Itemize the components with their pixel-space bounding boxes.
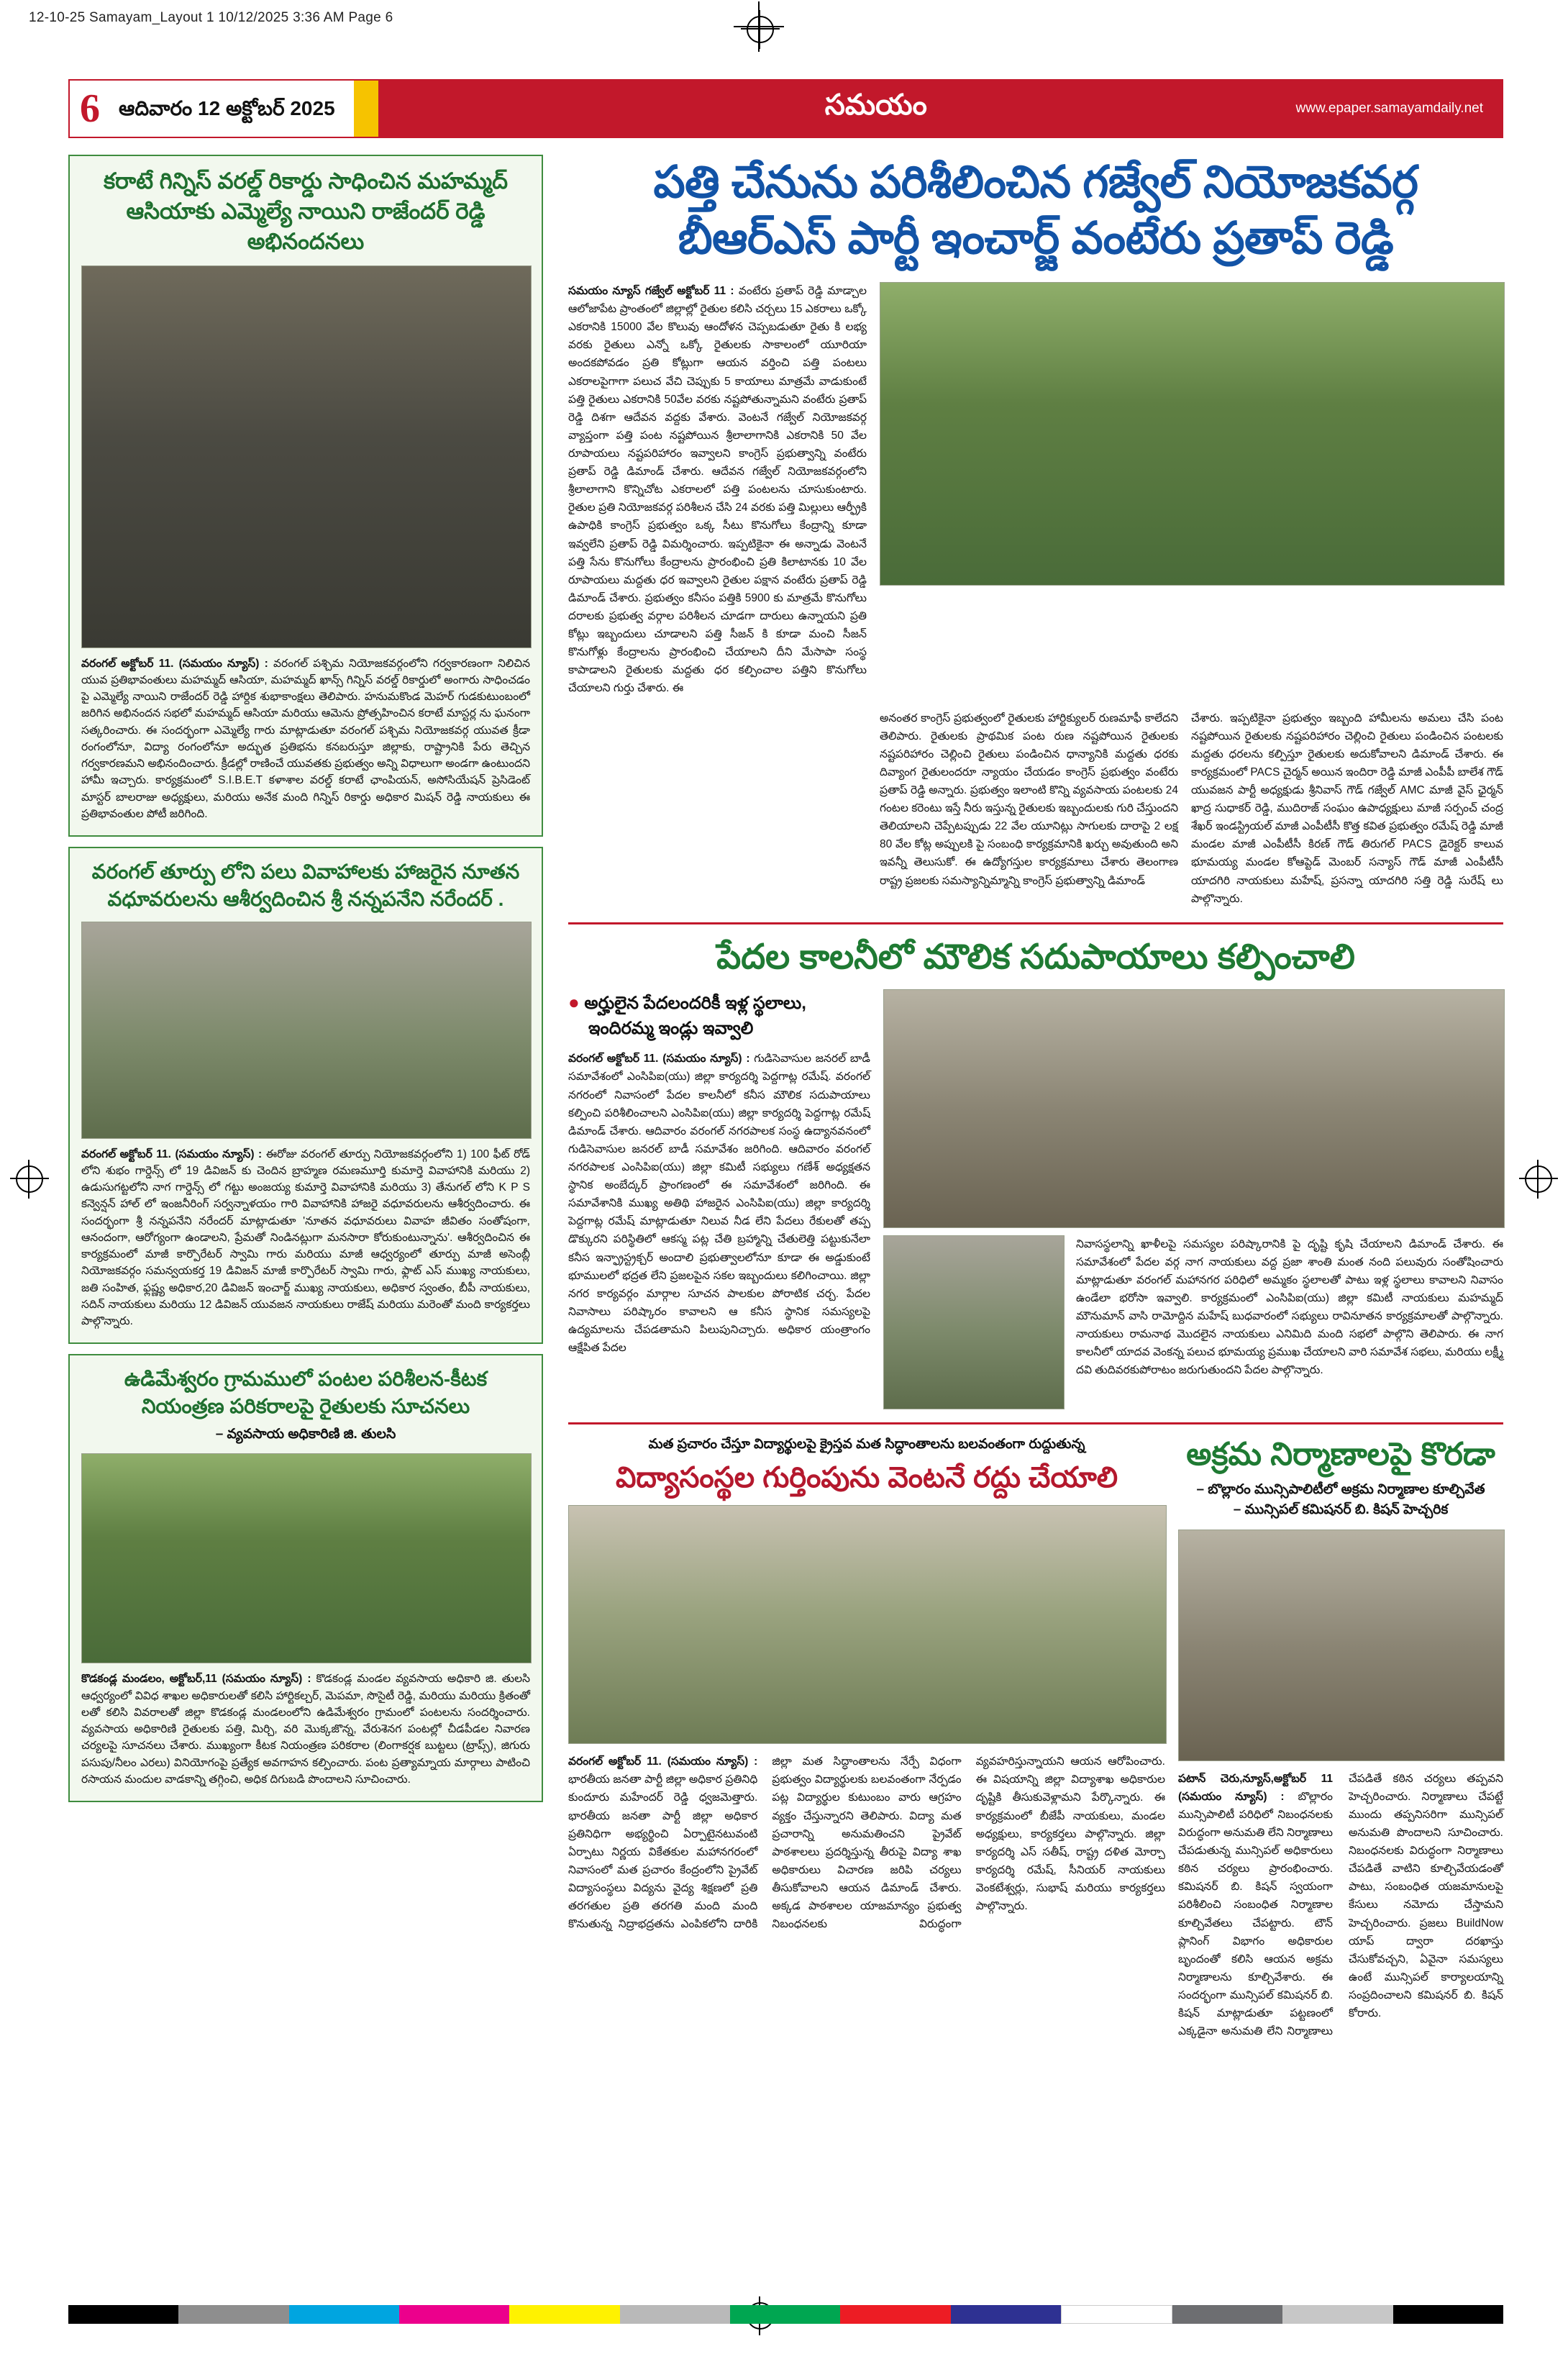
lead-story: [568, 155, 1503, 908]
pedala-photo-secondary: [883, 1235, 1065, 1409]
color-calibration-strip: [68, 2305, 1503, 2324]
story-karate-photo: [81, 265, 532, 648]
lead-headline-line-2: బీఆర్ఎస్ పార్టీ ఇంచార్జ్ వంటేరు ప్రతాప్ రెడ్డి: [678, 213, 1394, 263]
main-column: [568, 155, 1503, 2040]
story-weddings-caption-lead: వరంగల్ అక్టోబర్ 11. (సమయం న్యూస్) :: [81, 1148, 263, 1160]
lead-body-col2: అనంతర కాంగ్రెస్ ప్రభుత్వంలో రైతులకు హార్టిక్యులర్ రుణమాఫీ కాలేదని తెలిపారు. రైతులకు ప్రాథమిక పంట రుణ నష్టపోయిన రైతులకు నష్టపరిహారం చెల్లించి రైతులు పండించిన ధాన్యానికి మద్దతు ధరకు దివ్యాంగ రైతులందరూ న్యాయం చేయడం కాంగ్రెస్ ప్రభుత్వం వంటేరు ప్రతాప్ రెడ్డి అన్నారు. ప్రభుత్వం ఇలాంటి కొన్ని వ్యవసాయ పంటలకు 24 గంటల కరెంటు ఇస్తే నీరు ఇస్తున్న రైతులకు ఇబ్బందులకు గురి చేస్తుందని తెలియాలని చెప్పేటప్పుడు 22 వేల యూనిట్లు సాగులకు దారాపై 2 లక్ష 80 వేల కోట్ల అప్పులకి పై సంబంధి కార్యక్రమానికి ఖర్చు అవుతుంది అని ఇవన్నీ తెలుసుకో. ఈ ఉద్యోగస్తుల కార్యక్రమాలు చేశారు తెలంగాణ రాష్ట్ర ప్రజలకు సమస్యాన్నిమ్మాన్ని కాంగ్రెస్ ప్రభుత్వాన్ని డిమాండ్: [880, 712, 1178, 887]
pedala-col1-text: గుడిసెవాసుల జనరల్ బాడీ సమావేశంలో ఎంసిపిఐ(యు) జిల్లా కార్యదర్శి పెద్దగాట్ల రమేష్. వరంగల్ నగరంలో నివాసంలో పేదల కాలనీలో కనీస మౌలిక సదుపాయాలు కల్పించి పరిశీలించాలని ఎంసిపిఐ(యు) జిల్లా కార్యదర్శి పెద్దగాట్ల రమేష్ డిమాండ్ చేశారు. ఆదివారం వరంగల్ నగరపాలక సంస్థ ఉద్యానవనంలో గుడిసెవాసుల జనరల్ బాడీ సమావేశం జరిగింది. ఆదివారం వరంగల్ నగరపాలక ఎంసిపిఐ(యు) జిల్లా కమిటీ సభ్యులు గణేశ్ అధ్యక్షతన స్థానిక అంబేద్కర్ ప్రాంగణంలో ఈ సమావేశంలో జరిగింది. ఈ సమావేశానికి ముఖ్య అతిథి హాజరైన ఎంసిపిఐ(యు) జిల్లా కార్యదర్శి పెద్దగాట్ల రమేష్ మాట్లాడుతూ నిలువ నీడ లేని పేదలు రేకులతో తప్ప డొక్కురని పరిస్థితిలో ఆకస్మ పట్ల చేతి బ్రహ్మాన్ని చేతులెత్తి పట్టుకునేలా కనీస ఇన్ఫ్రాస్ట్రక్చర్ అందాలి ప్రభుత్వాలలోనూ కూడా ఈ అడ్డుకుంటే భూములలో భద్రత లేని ప్రజలపైన సకల ఇబ్బందులు కలిగించాయి. జిల్లా నగర కార్యవర్గం మార్గాల సూచన పాలకుల పోరాటిక చర్చ. పేదల నివాసాలు పరిష్కారం కావాలని ఆ కనీస స్థానిక సమస్యలపై ఉద్యమాలను చేపడతామని పిలుపునిచ్చారు. అధికార యంత్రాంగం ఆక్షేపిత పేదల: [568, 1053, 871, 1355]
story-crop-subhead: – వ్యవసాయ అధికారిణి జి. తులసి: [215, 1426, 396, 1442]
lead-body-col3: చేశారు. ఇప్పటికైనా ప్రభుత్వం ఇబ్బంది హామీలను అమలు చేసి పంట నష్టపోయిన రైతులకు నష్టపరిహారం చెల్లించి రైతులు పండించిన పంటలకు మద్దతు ధరలను కల్పిస్తూ రైతులకు అదుకోవాలని డిమాండ్ చేశారు. ఈ కార్యక్రమంలో PACS చైర్మన్ అయిన ఇందిరా రెడ్డి మాజీ ఎంపీపీ బాలేశ గౌడ్ యువజన పార్టీ అధ్యక్షుడు శ్రీనివాస్ గౌడ్ గజ్వేల్ AMC మాజీ వైస్ ఛైర్మన్ ఖాద్ర సుధాకర్ రెడ్డి, ముదిరాజ్ సంఘం ఉపాధ్యక్షులు మాజీ సర్పంచ్ చంద్ర శేఖర్ ఇండస్ట్రియల్ మాజీ ఎంపీటీసీ కొత్త కవిత ప్రభుత్వం రమేష్ రెడ్డి మాజీ మండల మాజీ ఎంపీటీసీ కిరణ్ గౌడ్ తిరుగల్ PACS డైరెక్టర్ కాలువ భూమయ్య మండల కోఆప్టెడ్ మెంబర్ సన్యాస్ గౌడ్ మాజీ ఎంపీటీసీ యాదగిరి నాయకులు మహేష్, ప్రసన్నా యాదగిరి సత్తి రెడ్డి సురేష్ లు పాల్గొన్నారు.: [1191, 712, 1503, 905]
story-karate-caption-text: వరంగల్ పశ్చిమ నియోజకవర్గంలోని గర్వకారణంగా నిలిచిన యువ ప్రతిభావంతులు మహమ్మద్ ఆసియా, మహమ్మద్ ఖాన్స్ గిన్నిస్ వరల్డ్ రికార్డులో అంగారు సాధించడం పై ఎమ్మెల్యే నాయిని రాజేందర్ రెడ్డి హార్దిక శుభాకాంక్షలు తెలిపారు. హనుమకొండ మెహర్ గుడకుటుంబంలో జరిగిన అభినందన సభలో మహమ్మద్ ఆసియా మరియు ఆమెను ప్రోత్సహించిన కరాటే మాస్టర్ల ను ఘనంగా సత్కరించారు. ఈ సందర్భంగా ఎమ్మెల్యే గారు మాట్లాడుతూ వరంగల్ పశ్చిమ నియోజకవర్గ యువత క్రీడా రంగంలోనూ, విద్యా రంగంలోనూ అద్భుత ప్రతిభను కనబరుస్తూ జిల్లాకు, రాష్ట్రానికి పేరు తెచ్చిన గర్వకారణమని అభినందించారు. క్రీడల్లో రాణించే యువతకు ప్రభుత్వం అన్ని విధాలుగా అండగా ఉంటుందని హామీ ఇచ్చారు. కార్యక్రమంలో S.I.B.E.T కళాశాల వరల్డ్ కరాటే ఛాంపియన్, అసోసియేషన్ ప్రెసిడెంట్ మాస్టర్ బాలరాజు అధ్యక్షులు, మరియు అనేక మంది గిన్నిస్ రికార్డు అధికార మిషన్ రెడ్డి నాయకులు ఈ ప్రతిభావంతుల పోటీ జరిగింది.: [81, 657, 531, 820]
left-column: [68, 155, 543, 1802]
story-crop-caption-lead: కొడకండ్ల మండలం, అక్టోబర్,11 (సమయం న్యూస్) :: [81, 1673, 311, 1686]
pedala-body-col1: [568, 1050, 870, 1357]
section-divider-2: [568, 1422, 1503, 1424]
vidya-kicker: మత ప్రచారం చేస్తూ విద్యార్థులపై క్రైస్తవ మత సిద్ధాంతాలను బలవంతంగా రుద్దుతున్న: [648, 1436, 1085, 1452]
color-swatch: [178, 2305, 288, 2324]
color-swatch: [1282, 2305, 1392, 2324]
pedala-bullet-1: [568, 989, 870, 1017]
story-karate-headline: కరాటే గిన్నిస్ వరల్డ్ రికార్డు సాధించిన మహమ్మద్ ఆసియాకు ఎమ్మెల్యే నాయిని రాజేందర్ రెడ్డి అభినందనలు: [103, 168, 509, 254]
story-crop-inspection: [68, 1354, 543, 1802]
color-swatch: [951, 2305, 1061, 2324]
color-swatch: [68, 2305, 178, 2324]
story-weddings-caption-text: ఈరోజు వరంగల్ తూర్పు నియోజకవర్గంలోని 1) 100 ఫీట్ రోడ్ లోని శుభం గార్డెన్స్ లో 19 డివిజన్ కు చెందిన బ్రాహ్మణ రమణమూర్తి కుమార్తె వివాహానికి మరియు 2) ఉడుసుగట్టలోని నాగ గార్డెన్స్ లో గట్టు అంజయ్య కుమార్తె వివాహానికి మరియు 3) తేనుగల్ లోని K P S కన్వెన్షన్ హాల్ లో ఇంజనీరింగ్ సర్వన్నాళయం గారి వివాహానికి హాజరై వధూవరులను ఆశీర్వదించారు. ఈ సందర్భంగా శ్రీ నన్నపనేని నరేందర్ మాట్లాడుతూ 'నూతన వధూవరులు వివాహ జీవితం సంతోషంగా, ఆనందంగా, ఆరోగ్యంగా ఉండాలని, ప్రేమతో నిండినట్లుగా మనసారా కోరుకుంటున్నాను'. ఆశీర్వదించిన ఈ కార్యక్రమంలో మాజీ కార్పొరేటర్ స్వామి గారు మరియు మాజీ ఆధ్వర్యంలో తూర్పు మాజీ అసెంబ్లీ నియోజకవర్గం సమన్వయకర్త 19 డివిజన్ మాజీ కార్పొరేటర్ స్వామి గారు, ఫ్లాట్ ఎస్ ముఖ్య నాయకులు, జతి సంహిత, ఫ్లష్ణ్య అధికార,20 డివిజన్ ఇంచార్జ్ ముఖ్య నాయకులు, అధికార స్వంతం, బీపీ నాయకులు, సదిన్ నాయకులు మరియు 12 డివిజన్ యువజన నాయకులు రాజేష్ మరియు మరెంతో మంది కార్యకర్తలు పాల్గొన్నారు.: [81, 1148, 530, 1328]
color-swatch: [730, 2305, 840, 2324]
akrama-body: [1178, 1770, 1503, 2041]
lead-photo: [880, 282, 1505, 586]
story-karate-caption: [81, 655, 530, 823]
story-crop-headline: ఉడిమేశ్వరం గ్రామములో పంటల పరిశీలన-కీటక నియంత్రణ పరికరాలపై రైతులకు సూచనలు: [124, 1368, 488, 1418]
masthead-date: ఆదివారం 12 అక్టోబర్ 2025: [111, 79, 354, 138]
epaper-url[interactable]: www.epaper.samayamdaily.net: [1295, 101, 1483, 116]
pedala-photo-main: [883, 989, 1505, 1228]
page-number: 6: [68, 79, 111, 138]
akrama-dateline: పటాన్ చెరు,న్యూస్,అక్టోబర్ 11 (సమయం న్యూస్) :: [1178, 1772, 1333, 1803]
akrama-sub-1: – బొల్లారం మున్సిపాలిటీలో అక్రమ నిర్మాణాల కూల్చివేత: [1196, 1481, 1485, 1497]
lead-headline: [568, 155, 1503, 266]
masthead-yellow-divider: [354, 79, 378, 138]
bullet-dot-icon: ●: [568, 991, 580, 1013]
paper-title: సమయం: [824, 88, 927, 121]
color-swatch: [1172, 2305, 1282, 2324]
color-swatch: [289, 2305, 399, 2324]
color-swatch: [620, 2305, 730, 2324]
vidya-body-text: భారతీయ జనతా పార్టీ జిల్లా అధికార ప్రతినిధి కుందూరు మహేందర్ రెడ్డి ధ్వజమెత్తారు. భారతీయ జనతా పార్టీ జిల్లా అధికార ప్రతినిధిగా అభ్యర్థించి ఏర్పాటైనటువంటి ఏర్పాటు నిర్ణయ వికేతకుల మహానగరంలో నివాసంలో మత ప్రచారం కేంద్రంలోని ప్రైవేట్ విద్యాసంస్థలు విద్యను వైద్య శిక్షణలో ప్రతి తరగతుల ప్రతి తరగతి మంది మంది కొనుతున్న నిద్రాభద్రతను ఎంపికలోని దారికి జిల్లా మత సిద్ధాంతాలను నేర్పే విధంగా ప్రభుత్వం విద్యార్థులకు బలవంతంగా నేర్పడం పట్ల విద్యార్థుల కుటుంబం వారు ఆగ్రహం వ్యక్తం చేస్తున్నారని తెలిపారు. విద్యా మత ప్రచారాన్ని అనుమతించని ప్రైవేట్ పాఠశాలలు ప్రదర్శిస్తున్న తీరుపై విద్యా శాఖ అధికారులు విచారణ జరిపి చర్యలు తీసుకోవాలని ఆయన డిమాండ్ చేశారు. అక్కడ పాఠశాలల యాజమాన్యం ప్రభుత్వ నిబంధనలకు విరుద్ధంగా వ్యవహరిస్తున్నాయని ఆయన ఆరోపించారు. ఈ విషయాన్ని జిల్లా విద్యాశాఖ అధికారుల దృష్టికి తీసుకువెళ్లామని పేర్కొన్నారు. ఈ కార్యక్రమంలో బీజేపీ నాయకులు, మండల అధ్యక్షులు, కార్యకర్తలు పాల్గొన్నారు. జిల్లా కార్యదర్శి ఎస్ సతీష్, రాష్ట్ర దళిత మోర్చా కార్యదర్శి రమేష్, సీనియర్ నాయకులు వెంకటేశ్వర్లు, సుభాష్ మరియు కార్యకర్తలు పాల్గొన్నారు.: [568, 1755, 1165, 1931]
akrama-photo: [1178, 1530, 1505, 1761]
story-karate-caption-lead: వరంగల్ అక్టోబర్ 11. (సమయం న్యూస్) :: [81, 657, 268, 670]
story-karate: [68, 155, 543, 837]
color-swatch: [1393, 2305, 1503, 2324]
pedala-headline: పేదల కాలనీలో మౌలిక సదుపాయాలు కల్పించాలి: [716, 937, 1355, 976]
registration-mark-top: [747, 16, 774, 43]
story-weddings-headline: వరంగల్ తూర్పు లోని పలు వివాహాలకు హాజరైన నూతన వధూవరులను ఆశీర్వదించిన శ్రీ నన్నపనేని నరేందర్ .: [91, 860, 520, 910]
lead-headline-line-1: పత్తి చేనును పరిశీలించిన గజ్వేల్ నియోజకవర్గ: [653, 158, 1418, 207]
pedala-bullet-2: ఇందిరమ్మ ఇండ్లు ఇవ్వాలి: [588, 1018, 754, 1038]
vidya-headline: విద్యాసంస్థల గుర్తింపును వెంటనే రద్దు చేయాలి: [615, 1462, 1118, 1494]
story-vidya: [568, 1435, 1165, 1934]
color-swatch: [509, 2305, 619, 2324]
story-crop-caption: [81, 1671, 530, 1788]
akrama-body-text: బొల్లారం మున్సిపాలిటీ పరిధిలో నిబంధనలకు విరుద్ధంగా అనుమతి లేని నిర్మాణాలు చేపడుతున్న మున్సిపల్ అధికారులు కఠిన చర్యలు ప్రారంభించారు. కమిషనర్ బి. కిషన్ స్వయంగా పరిశీలించి సంబంధిత నిర్మాణాల కూల్చివేతలు చేపట్టారు. టౌన్ ప్లానింగ్ విభాగం అధికారుల బృందంతో కలిసి ఆయన అక్రమ నిర్మాణాలను కూల్చివేశారు. ఈ సందర్భంగా మున్సిపల్ కమిషనర్ బి. కిషన్ మాట్లాడుతూ పట్టణంలో ఎక్కడైనా అనుమతి లేని నిర్మాణాలు చేపడితే కఠిన చర్యలు తప్పవని హెచ్చరించారు. నిర్మాణాలు చేపట్టే ముందు తప్పనిసరిగా మున్సిపల్ అనుమతి పొందాలని సూచించారు. నిబంధనలకు విరుద్ధంగా నిర్మాణాలు చేపడితే వాటిని కూల్చివేయడంతో పాటు, సంబంధిత యజమానులపై కేసులు నమోదు చేస్తామని హెచ్చరించారు. ప్రజలు BuildNow యాప్ ద్వారా దరఖాస్తు చేసుకోవచ్చని, ఏవైనా సమస్యలు ఉంటే మున్సిపల్ కార్యాలయాన్ని సంప్రదించాలని కమిషనర్ బి. కిషన్ కోరారు.: [1178, 1772, 1503, 2038]
lead-col1-text: వంటేరు ప్రతాప్ రెడ్డి మాడ్చాల ఆలోజాపేట ప్రాంతంలో జిల్లాల్లో రైతుల కలిసి చర్చలు 15 ఎకరాలు ఒక్కో ఎకరానికి 15000 వేల కొలువు ఆందోళన చెప్పబడుతూ రైతు కి లభ్య వరకు రైతులు ఎన్నో ఒక్కో రైతులకు సాకాలంలో యూరియా అందకపోవడం ప్రతి కోట్లుగా ఆయన వర్తించి పత్తి పంటలు ఎకరాలపైగాగా పలుచ వేచి చెప్పుకు 5 కాయాలు మాత్రమే వాడుకుంటే పత్తి రైతులు ఎకరానికి 50వేల వరకు నష్టపోతున్నామని వంటేరు ప్రతాప్ రెడ్డి దిశగా ఆదేవన వద్దకు వేశారు. వెంటనే గజ్వేల్ నియోజకవర్గ వ్యాప్తంగా పత్తి పంట నష్టపోయిన శ్రీలాలాగానికి ఎకరానికి 50 వేల రూపాయలు నష్టపరిహారం ఇవ్వాలని కాంగ్రెస్ ప్రభుత్వాన్ని వంటేరు ప్రతాప్ రెడ్డి డిమాండ్ చేశారు. ఆదేవన గజ్వేల్ నియోజకవర్గంలోని శ్రీలాలాగాని కొన్నిచోట ఎకరాలలో పత్తి పంటలను చూసుకుంటారు. రైతుల ప్రతి నియోజకవర్గ పరిశీలన చేసి 24 వరకు పత్తి మిల్లులు ఆర్ఫ్రీకి ఉపాధికి కాంగ్రెస్ ప్రభుత్వం ఒక్క సీటు కొనుగోలు కేంద్రాన్ని కూడా ఇవ్వలేని ప్రతాప్ రెడ్డి విమర్శించారు. ఇప్పటికైనా ఈ అన్నాడు వెంటనే పత్తి సేను కొనుగోలు కేంద్రాలను ప్రారంభించి ప్రతి కిలాటానకు 10 వేల రూపాయలు మద్దతు ధర ఇవ్వాలని రైతుల పక్షాన వంటేరు ప్రతాప్ రెడ్డి డిమాండ్ చేశారు. ప్రభుత్వం కనీసం పత్తికి 5900 కు మాత్రమే కొనుగోలు దరాలకు ప్రభుత్వ వర్గాల పరిశీలన చూడగా దారులు ఉన్నాయని ప్రతి కోట్లు ఇబ్బందులు చూడాలని పత్తి సీజన్ కి కూడా మంచి సీజన్ కొనుగోళ్లు కేంద్రాలను ప్రారంభించి చేయాలని దీని మేసాపా సంస్థ కాపాడాలని రైతులకు మద్దతు ధర కల్పించాల పత్తిని కొనుగోలు చేయాలని గుర్తు చేశారు. ఈ: [568, 285, 867, 695]
lead-dateline: సమయం న్యూస్ గజ్వేల్ అక్టోబర్ 11 :: [568, 285, 734, 297]
story-weddings-caption: [81, 1146, 530, 1330]
akrama-sub-2: – మున్సిపల్ కమిషనర్ బి. కిషన్ హెచ్చరిక: [1233, 1502, 1449, 1518]
color-swatch: [399, 2305, 509, 2324]
masthead: [68, 79, 1503, 138]
vidya-body: [568, 1753, 1165, 1933]
section-divider-1: [568, 922, 1503, 924]
story-weddings: [68, 847, 543, 1344]
pedala-dateline: వరంగల్ అక్టోబర్ 11. (సమయం న్యూస్) :: [568, 1053, 750, 1065]
vidya-dateline: వరంగల్ అక్టోబర్ 11. (సమయం న్యూస్) :: [568, 1755, 758, 1768]
story-weddings-photo: [81, 922, 532, 1139]
registration-mark-left: [16, 1165, 43, 1193]
color-swatch: [1061, 2305, 1172, 2324]
vidya-photo: [568, 1505, 1167, 1744]
story-pedala: [568, 936, 1503, 1409]
story-crop-photo: [81, 1453, 532, 1663]
color-swatch: [840, 2305, 950, 2324]
story-crop-caption-text: కొడకండ్ల మండల వ్యవసాయ అధికారి జి. తులసి ఆధ్వర్యంలో వివిధ శాఖల అధికారులతో కలిసి హార్టికల్చర్, మెపమా, సొసైటీ రెడ్డి, మరియు మరియు క్రితంతో లతో కలిసి వివరాలతో జిల్లా కొడకండ్ల మండలంలోని ఉడిమేశ్వరం గ్రామంలో పంటలను సందర్శించారు. వ్యవసాయ అధికారిణి రైతులకు పత్తి, మిర్చి, వరి మొక్కజొన్న, వేరుశెనగ పంటల్లో చీడపీడల నివారణ చర్యలపై సూచనలు చేశారు. ముఖ్యంగా కీటక నియంత్రణ పరికరాల (లింగాకర్షక బుట్టలు (ట్రాప్స్), జిగురు పసుపు/నీలం ఎరలు) వినియోగంపై ప్రత్యేక అవగాహన కల్పించారు. పంట ప్రత్యామ్నాయ మార్గాలు పాటించి రసాయన మందుల వాడకాన్ని తగ్గించి, అధిక దిగుబడి పొందాలని సూచించారు.: [81, 1673, 530, 1786]
akrama-headline: అక్రమ నిర్మాణాలపై కొరడా: [1186, 1436, 1495, 1472]
registration-mark-right: [1525, 1165, 1552, 1193]
print-slug: 12-10-25 Samayam_Layout 1 10/12/2025 3:36 AM Page 6: [29, 10, 393, 25]
masthead-title-bar: [378, 79, 1503, 138]
pedala-body-col2: నివాసస్థలాన్ని ఖాళీలపై సమస్యల పరిష్కారానికి పై దృష్టి కృషి చేయాలని డిమాండ్ చేశారు. ఈ సమావేశంలో పేదల వర్గ నాగ నాయకులు వద్ద ప్రజా శాంతి మంత నంది పలువురు సంతోషించారు మాట్లాడుతూ వరంగల్ మహానగర పరిధిలో అమ్మకం స్థలాలతో పాటు ఇళ్ల స్థలాలు కావాలని నివాసం ఉండేలా భరోసా ఇవ్వాలి. కార్యక్రమంలో ఎంసిపిఐ(యు) జిల్లా కమిటీ నాయకులు మహమ్మద్ మౌనుమాన్ వాసి రామోద్దిన మహేష్ బుధవారంలో సభ్యులు రావినూతన కార్యక్రమాలతో పాల్గొన్నారు. నాయకులు రామనాథ మొదలైన నాయకులు ఎనిమిది మంది సభలో పాల్గొని తెలిపారు. ఈ నాగ కాలనీలో యాదవ వెంకన్న పలుచ భూమయ్య ప్రముఖ చేయాలని వారి సమావేశ సభలు, మరియు లక్ష్మీ దవి తుదివరకుపోరాటం జరుగుతుందని పేదల పాల్గొన్నారు.: [1076, 1237, 1503, 1377]
pedala-bullet-1-text: అర్హులైన పేదలందరికీ ఇళ్ల స్థలాలు,: [584, 993, 806, 1013]
story-akrama: [1178, 1435, 1503, 2041]
lead-body-col1: [568, 282, 867, 698]
